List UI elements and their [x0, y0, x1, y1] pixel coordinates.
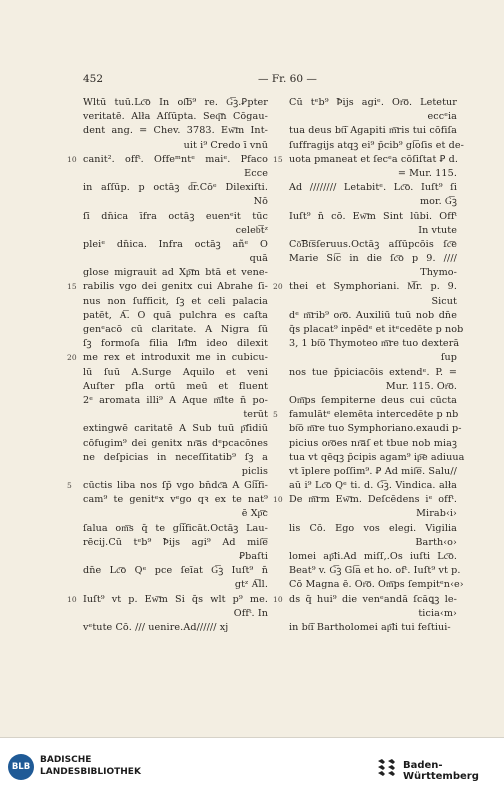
line-text: Om͞ps ſempiterne deus cui cūcta	[289, 394, 457, 406]
line-number: 5	[67, 481, 72, 491]
text-line	[289, 295, 457, 309]
text-line	[83, 536, 268, 550]
line-text: Thymo-	[420, 267, 457, 279]
text-line	[289, 139, 464, 153]
library-name	[40, 754, 141, 778]
text-line	[83, 564, 268, 578]
line-text: dent ang. = Chev. 3783. Ew͞m Int-	[83, 125, 268, 137]
line-text: aū i⁹ Lc͞o Qᵉ ti. d. G͞ꝫ. Vindica. alła	[289, 480, 457, 492]
text-line	[83, 507, 268, 521]
line-text: 2ᵉ aromata illi⁹ A Aque m͞lte n̄ po-	[83, 394, 268, 406]
line-number: 10	[273, 495, 283, 505]
text-line	[289, 437, 457, 451]
text-line	[83, 266, 268, 280]
text-line	[83, 295, 268, 309]
text-line	[67, 280, 268, 294]
line-text: Beat⁹ v. G͞ꝫ Gl͞a et ho. ofᵗ. Iuſt⁹ vt p.	[289, 565, 461, 577]
coat-of-arms-icon	[376, 757, 398, 777]
text-line	[83, 380, 268, 394]
line-text: rabilis vgo dei genitx cui Abrahe ſi-	[83, 281, 268, 293]
text-line	[289, 238, 457, 252]
line-text: vᵉtute Cō. /// uenire.Ad////// xj	[83, 621, 229, 633]
text-line	[83, 550, 268, 564]
line-text: thei et Symphoriani. M͞r. p. 9.	[289, 281, 457, 293]
text-line	[289, 210, 457, 224]
line-text: eccᵉia	[427, 111, 457, 123]
library-name-line-1: BADISCHE	[40, 755, 92, 765]
line-text: ne deſpicias in neceſſitatib⁹ ſꝫ a	[83, 451, 268, 463]
text-line	[83, 422, 268, 436]
line-text: famulātᵉ elemēta intercedēte p nb	[289, 409, 459, 421]
left-column	[67, 96, 268, 635]
line-text: piclis	[241, 465, 268, 477]
line-text: Sicut	[431, 295, 457, 307]
line-text: dᵉ m͞rib⁹ or͞o. Auxiliū tuū nob dn̄e	[289, 309, 457, 321]
text-line	[289, 522, 457, 536]
line-text: uit i⁹ Credo ī vnū	[183, 139, 268, 151]
line-number: 15	[273, 154, 283, 164]
text-line	[83, 252, 268, 266]
text-line	[67, 593, 268, 607]
text-line	[83, 238, 268, 252]
text-line	[289, 607, 457, 621]
line-text: ds q̄ hui⁹ die venᵉandā ſcāꝗꝫ le-	[289, 593, 457, 605]
text-line	[83, 124, 268, 138]
line-text: lis Cō. Ego vos elegi. Vigilia	[289, 522, 457, 534]
page-header	[0, 73, 504, 89]
text-line	[289, 96, 457, 110]
line-text: q̄s placat⁹ inpēdᵉ et itᵉcedēte p nob	[289, 324, 464, 335]
line-text: Wltū tuū.Lc͞o In oſ͞b⁹ re. G͞ꝫ.Ꝑpter	[83, 97, 268, 108]
text-line	[289, 479, 457, 493]
line-text: quā	[249, 253, 268, 265]
text-line	[83, 195, 268, 209]
line-number: 20	[67, 353, 77, 363]
state-name: Baden-Württemberg	[403, 760, 479, 782]
line-text: Barth‹o›	[415, 536, 457, 548]
line-text: nos tue p̄piciacōis extendᵉ. P. =	[289, 366, 457, 378]
text-line	[83, 437, 268, 451]
line-text: terūt	[243, 409, 268, 421]
text-line	[289, 124, 457, 138]
text-line	[67, 153, 268, 167]
text-line	[67, 351, 268, 365]
text-line	[289, 266, 457, 280]
line-text: Ad //////// Letabitᵉ. Lc͞o. Iuſt⁹ ſi	[289, 182, 457, 194]
line-text: cūctis liba nos ſp̄ vgo bn̄dc͞a A Gl͞ifi-	[83, 480, 268, 492]
line-text: genᵉacō cū claritate. A Nigra ſū	[83, 324, 268, 335]
line-text: canit². offᵗ. Offeᵐntᵉ maiᵉ. Pfaco	[83, 153, 268, 165]
text-line	[83, 167, 268, 181]
line-text: in aſſūp. p octāꝫ d͞r.Cōᵉ Dilexiſti.	[83, 182, 268, 194]
line-text: dn̄e Lc͞o Qᵉ pce ſeīat G͞ꝫ Iuſt⁹ n̄	[83, 565, 268, 577]
text-line	[289, 564, 461, 578]
line-text: ſup	[440, 352, 457, 364]
text-line	[289, 252, 457, 266]
right-column	[273, 96, 465, 635]
text-line	[289, 451, 465, 465]
text-line	[83, 323, 268, 337]
text-line	[289, 351, 457, 365]
text-line	[289, 167, 457, 181]
line-text: veritatē. Alła Aſſūpta. Seq͞n Cōgau-	[83, 111, 268, 123]
line-text: De m͞rm Ew͞m. Deſcēdens iᵉ offᵗ.	[289, 494, 457, 506]
text-line	[289, 550, 457, 564]
line-number: 20	[273, 282, 283, 292]
text-line	[289, 380, 457, 394]
line-number: 10	[67, 154, 77, 164]
text-line	[83, 465, 268, 479]
line-text: Offᵗ. In	[233, 607, 268, 619]
text-line	[289, 337, 460, 351]
text-line	[273, 280, 457, 294]
text-line	[83, 139, 268, 153]
text-line	[83, 607, 268, 621]
line-text: Marie Si͞c in die ſc͞o p 9. ////	[289, 253, 457, 265]
line-text: tua vt qēqꝫ p̄cipis agam⁹ ip͞e adiuua	[289, 451, 465, 463]
text-line	[83, 394, 268, 408]
line-text: Auſter pfla ortū meū et fluent	[83, 380, 268, 392]
text-line	[83, 110, 268, 124]
line-text: Ꝑbaſti	[239, 551, 268, 562]
line-text: nus non ſufficit, ſꝫ et celi palacia	[83, 295, 268, 307]
text-line	[83, 309, 268, 323]
text-line	[289, 536, 457, 550]
line-text: cam⁹ te genitᵉx vᵉgo qꝛ ex te nat⁹	[83, 494, 268, 506]
line-text: ſī dn̄ica īfra octāꝫ euenᵉit tūc	[83, 210, 268, 222]
line-text: 3, 1 bt͞o Thymoteo m͞re tuo dexterā	[289, 338, 460, 350]
text-line	[289, 578, 464, 592]
text-line	[289, 181, 457, 195]
line-text: Mur. 115. Or͞o.	[385, 380, 457, 392]
line-text: Nō	[253, 196, 268, 208]
line-text: rēcij.Cū tᵉb⁹ Ꝥijs agi⁹ Ad miſ͞e	[83, 536, 268, 548]
text-line	[83, 408, 268, 422]
line-text: pleiᵉ dn̄ica. Infra octāꝫ añᵉ O	[83, 238, 268, 250]
line-number: 5	[273, 410, 278, 420]
text-line	[83, 224, 268, 238]
line-text: ſuffragijs atqꝫ ei⁹ p̄cib⁹ gl͞oſis et de-	[289, 139, 464, 151]
line-text: In vtute	[418, 224, 457, 236]
line-text: me rex et introduxit me in cubicu-	[83, 352, 268, 364]
line-text: Cō͞Bt͞sſeruus.Octāꝫ aſſūpcōis ſc͞e	[289, 238, 457, 250]
line-text: lomei ap͞li.Ad miſſ,.Os iuſti Lc͞o.	[289, 551, 457, 562]
text-line	[289, 195, 457, 209]
text-line	[289, 465, 457, 479]
text-line	[289, 366, 457, 380]
text-line	[289, 309, 457, 323]
text-line	[83, 210, 268, 224]
line-text: = Mur. 115.	[397, 167, 457, 179]
text-line	[83, 522, 268, 536]
line-text: uota pmaneat et ſecᵉa cōſiſtat Ꝑ d.	[289, 153, 459, 165]
running-title: — Fr. 60 —	[258, 73, 317, 85]
line-text: Iuſt⁹ vt p. Ew͞m Si q̄s wlt p⁹ me.	[83, 593, 268, 605]
line-text: mor. G͞ꝫ	[419, 196, 457, 208]
line-text: patēt, A͞. O quā pulchra es caſta	[83, 309, 268, 321]
text-line	[83, 621, 268, 635]
library-name-line-2: LANDESBIBLIOTHEK	[40, 767, 141, 777]
page-number: 452	[83, 73, 104, 85]
text-line	[289, 110, 457, 124]
line-text: in bt͞i Bartholomei ap͞li tui feſtiui-	[289, 621, 451, 633]
text-line	[273, 593, 457, 607]
text-line	[289, 422, 462, 436]
line-number: 10	[67, 594, 77, 604]
text-line	[289, 507, 457, 521]
line-number: 15	[67, 282, 77, 292]
line-text: cōfugim⁹ dei genitx nr͞as dᵉpcacōnes	[83, 437, 268, 449]
line-text: Cō Magna ē. Or͞o. Om͞ps ſempitᵉn‹e›	[289, 579, 464, 591]
text-line	[273, 153, 459, 167]
text-line	[83, 578, 268, 592]
line-text: vt īplere poſſim⁹. Ꝑ Ad miſ͞e. Salu//	[289, 465, 457, 477]
library-footer	[0, 737, 504, 796]
text-line	[289, 323, 464, 337]
text-line	[83, 181, 268, 195]
text-line	[67, 479, 268, 493]
line-text: Cū tᵉb⁹ Ꝥijs agiᵉ. Or͞o. Letetur	[289, 97, 457, 108]
text-line	[273, 493, 457, 507]
line-text: gtᶻ A͞ll.	[234, 579, 268, 591]
line-text: ſalua om͞s q̄ te gl͞ificāt.Octāꝫ Lau-	[83, 522, 268, 534]
line-text: Iuſt⁹ n̄ cō. Ew͞m Sint lūbi. Offᵗ	[289, 210, 457, 222]
text-line	[83, 493, 268, 507]
line-text: ſꝫ formoſa filia Ir͞lm ideo dilexit	[83, 338, 268, 350]
line-text: tua deus bt͞i Agapiti m͞ris tui cōfiſa	[289, 125, 457, 137]
line-text: glose migrauit ad Xp͞m btā et vene-	[83, 267, 268, 279]
text-line	[83, 366, 268, 380]
line-text: Mirab‹i›	[416, 508, 457, 520]
line-text: Ecce	[244, 167, 268, 179]
line-text: lū ſuū A.Surge Aquilo et veni	[83, 366, 268, 378]
text-line	[289, 621, 457, 635]
line-text: extingwē caritatē A Sub tuū p͞ſidiū	[83, 423, 268, 435]
text-line	[289, 224, 457, 238]
text-line	[83, 337, 268, 351]
text-line	[83, 451, 268, 465]
line-text: ticia‹m›	[418, 607, 457, 619]
line-text: ē Xp͞c	[241, 508, 268, 520]
blb-logo-icon: BLB	[8, 754, 34, 780]
line-text: bt͞o m͞re tuo Symphoriano.exaudi p-	[289, 423, 462, 435]
text-line	[83, 96, 268, 110]
line-text: celeb͞tᶻ	[235, 224, 268, 236]
line-text: picius or͞oes nr͞aſ et tbue nob miaꝫ	[289, 437, 457, 449]
text-line	[273, 408, 459, 422]
line-number: 10	[273, 594, 283, 604]
text-line	[289, 394, 457, 408]
